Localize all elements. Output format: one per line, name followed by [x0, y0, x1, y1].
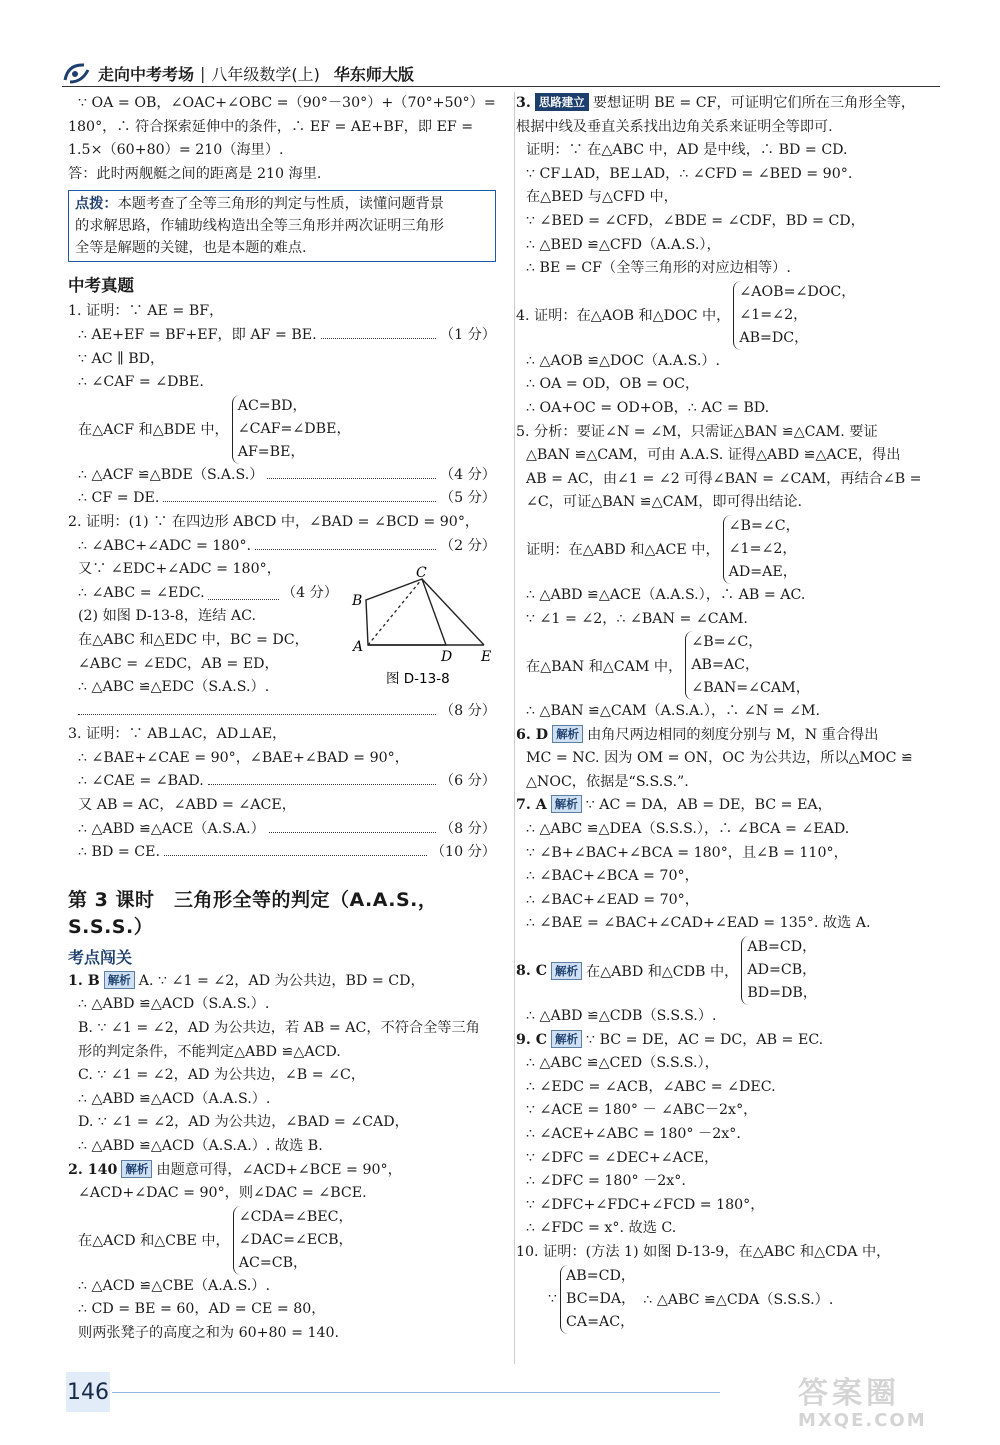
point-label: A [353, 639, 364, 655]
score: （10 分） [430, 844, 496, 861]
text-line: ∴ △ACD ≌△CBE（A.A.S.）. [78, 1277, 270, 1294]
section-title: 考点闯关 [68, 947, 133, 967]
text-line: ∵ ∠B+∠BAC+∠BCA = 180°，且∠B = 110°， [526, 844, 848, 861]
text-line: ∴ △ABC ≌△CED（S.S.S.）， [526, 1055, 719, 1072]
condition: AB=CD， [566, 1267, 636, 1284]
text-line: ∴ △ABC ≌△DEA（S.S.S.），∴ ∠BCA = ∠EAD. [526, 821, 850, 838]
answer-number: 1. B [68, 972, 100, 989]
score: （4 分） [439, 466, 496, 483]
watermark-text: MXQE.COM [798, 1410, 927, 1431]
text-line: ∵ ∠DFC = ∠DEC+∠ACE， [526, 1149, 719, 1166]
text-line: ∴ ∠BAC+∠BCA = 70°， [526, 868, 699, 885]
text-line: ∴ △ABD ≌△ACE（A.A.S.），∴ AB = AC. [526, 586, 806, 603]
text-line: 2. 证明：(1) ∵ 在四边形 ABCD 中，∠BAD = ∠BCD = 90°， [68, 513, 480, 530]
text-line: 答：此时两舰艇之间的距离是 210 海里. [68, 165, 322, 182]
text-line: ∴ ∠CAF = ∠DBE. [78, 374, 204, 391]
text-line: ∴ ∠ACE+∠ABC = 180° －2x°. [526, 1126, 741, 1142]
text-line: ∴ OA = OD，OB = OC， [526, 376, 700, 393]
brace [685, 631, 810, 700]
watermark-text: 答案圈 [798, 1376, 900, 1411]
text-line: ∴ △BAN ≌△CAM（A.S.A.），∴ ∠N = ∠M. [526, 703, 820, 720]
header-rule [62, 86, 940, 87]
condition: AC=CB， [238, 1254, 308, 1271]
text-line: 证明：∵ 在△ABC 中，AD 是中线，∴ BD = CD. [526, 142, 848, 159]
text-line: A. ∵ ∠1 = ∠2，AD 为公共边，BD = CD， [138, 972, 425, 989]
text-line: ∴ AE+EF = BF+EF，即 AF = BE. [78, 326, 317, 343]
condition: ∠CDA=∠BEC， [238, 1208, 353, 1225]
geometry-figure [350, 565, 500, 690]
text-line: ∴ CF = DE. [78, 490, 160, 507]
text-line: 由角尺两边相同的刻度分别与 M，N 重合得出 [587, 726, 879, 743]
condition-group [78, 1206, 496, 1275]
condition-group [516, 281, 948, 350]
point-label: E [481, 649, 492, 665]
condition: ∠CAF=∠DBE， [237, 420, 351, 437]
condition: AF=BE， [237, 443, 305, 460]
footer-rule [112, 1392, 720, 1393]
text-line: 证明：在△ABD 和△ACE 中， [526, 542, 720, 559]
text-line: ∴ ∠EDC = ∠ACB，∠ABC = ∠DEC. [526, 1078, 776, 1095]
brace [733, 281, 855, 350]
condition-group [516, 936, 948, 1005]
condition: ∠1=∠2， [728, 540, 797, 557]
text-line: 3. 证明：∵ AB⊥AC，AD⊥AE， [68, 726, 287, 743]
condition: ∠DAC=∠ECB， [238, 1231, 353, 1248]
text-line: 根据中线及垂直关系找出边角关系来证明全等即可. [516, 118, 833, 135]
tip-text: 本题考查了全等三角形的判定与性质，读懂问题背景 [117, 196, 444, 213]
text-line: ∴ ∠BAC+∠EAD = 70°， [526, 891, 699, 908]
text-line: ∵ ∠DFC+∠FDC+∠FCD = 180°， [526, 1196, 765, 1213]
tip-text: 全等是解题的关键，也是本题的难点. [75, 240, 307, 257]
brace [232, 395, 351, 464]
answer-number: 8. C [516, 962, 548, 979]
text-line: ∴ △ABD ≌△ACD（S.A.S.）. [78, 996, 270, 1013]
text-line: 由题意可得，∠ACD+∠BCE = 90°， [156, 1161, 402, 1178]
text-line: ∴ △ABD ≌△ACD（A.S.A.）. 故选 B. [78, 1138, 323, 1154]
score: （1 分） [439, 326, 496, 343]
condition: ∠B=∠C， [691, 634, 763, 651]
score: （8 分） [439, 820, 496, 837]
text-line: ∴ △ABD ≌△CDB（S.S.S.）. [526, 1008, 717, 1025]
answer-number: 3. [516, 95, 531, 111]
text-line: ∴ BE = CF（全等三角形的对应边相等）. [526, 260, 791, 277]
tip-label: 点拨： [75, 196, 118, 213]
text-line: ∵ CF⊥AD，BE⊥AD，∴ ∠CFD = ∠BED = 90°. [526, 165, 853, 182]
point-label: D [441, 649, 453, 665]
text-line: ∵ ∠1 = ∠2，∴ ∠BAN = ∠CAM. [526, 610, 748, 627]
brace [723, 515, 800, 584]
text-line: ∴ △ABC ≌△EDC（S.A.S.）. [78, 679, 270, 696]
text-line: ∴ ∠ABC+∠ADC = 180°. [78, 537, 252, 554]
condition: CA=AC， [566, 1313, 635, 1330]
condition-group [526, 1265, 948, 1334]
text-line: ∴ ∠ABC = ∠EDC. [78, 584, 205, 601]
book-title: 八年级数学(上) [211, 64, 320, 84]
text-line: 形的判定条件，不能判定△ABD ≌△ACD. [78, 1043, 341, 1060]
score: （4 分） [281, 584, 338, 601]
text-line: 在△ABC 和△EDC 中，BC = DC， [78, 631, 309, 648]
text-line: 在△ACD 和△CBE 中， [78, 1233, 230, 1250]
text-line: B. ∵ ∠1 = ∠2，AD 为公共边，若 AB = AC，不符合全等三角 [78, 1020, 480, 1037]
brand-name: 走向中考考场 [98, 64, 195, 84]
analysis-badge: 解析 [551, 962, 582, 980]
analysis-badge: 解析 [551, 795, 582, 813]
text-line: ∴ BD = CE. [78, 844, 160, 861]
text-line: 又∵ ∠EDC+∠ADC = 180°， [78, 561, 281, 578]
text-line: 4. 证明：在△AOB 和△DOC 中， [516, 308, 731, 325]
book-header: 走向中考考场 | 八年级数学(上) 华东师大版 [62, 58, 414, 88]
text-line: (2) 如图 D-13-8，连结 AC. [78, 608, 256, 625]
condition: AD=CB， [747, 962, 817, 979]
text-line: AB = AC，由∠1 = ∠2 可得∠BAN = ∠CAM，再结合∠B = [526, 470, 922, 487]
left-column [68, 92, 496, 1346]
text-line: ∴ △AOB ≌△DOC（A.A.S.）. [526, 352, 721, 369]
text-line: 要想证明 BE = CF，可证明它们所在三角形全等， [592, 95, 916, 111]
point-label: B [352, 593, 363, 609]
score: （6 分） [439, 773, 496, 790]
text-line: 在△ABD 和△CDB 中， [586, 963, 739, 980]
tip-box [68, 190, 496, 262]
condition: AB=CD， [747, 939, 817, 956]
brace [233, 1206, 353, 1275]
lesson-title: 第 3 课时 三角形全等的判定（A.A.S.，S.S.S.） [68, 888, 438, 938]
text-line: 在△BAN 和△CAM 中， [526, 658, 683, 675]
score: （5 分） [439, 490, 496, 507]
condition: ∠1=∠2， [739, 306, 808, 323]
figure-caption: 图 D-13-8 [386, 671, 450, 687]
condition: ∠AOB=∠DOC， [739, 283, 856, 300]
page-number: 146 [66, 1372, 110, 1412]
text-line: C. ∵ ∠1 = ∠2，AD 为公共边，∠B = ∠C， [78, 1067, 366, 1084]
text-line: ∵ ∠BED = ∠CFD，∠BDE = ∠CDF，BD = CD， [526, 212, 865, 229]
condition: ∠BAN=∠CAM， [691, 680, 810, 697]
text-line: ∵ ∠ACE = 180° － ∠ABC－2x°， [526, 1102, 758, 1119]
text-line: ∴ OA+OC = OD+OB，∴ AC = BD. [526, 399, 770, 416]
text-line: ∴ △BED ≌△CFD（A.A.S.）， [526, 236, 721, 253]
text-line: ∴ ∠BAE = ∠BAC+∠CAD+∠EAD = 135°. 故选 A. [526, 915, 871, 932]
text-line: 在△ACF 和△BDE 中， [78, 422, 229, 439]
text-line: ∵ BC = DE，AC = DC，AB = EC. [586, 1031, 824, 1048]
column-divider [514, 92, 515, 1364]
condition-group [78, 395, 496, 464]
text-line: MC = NC. 因为 OM = ON，OC 为公共边，所以△MOC ≌ [526, 750, 913, 767]
text-line: ∴ △ACF ≌△BDE（S.A.S.） [78, 466, 264, 483]
text-line: ∵ [548, 1291, 558, 1308]
logo-icon [62, 60, 92, 86]
tip-text: 的求解思路，作辅助线构造出全等三角形并两次证明三角形 [75, 218, 444, 235]
edition-label: 华东师大版 [333, 64, 414, 84]
analysis-badge: 解析 [104, 971, 135, 989]
condition: AC=BD， [237, 397, 307, 414]
text-line: ∵ AC = DA，AB = DE，BC = EA， [585, 797, 832, 814]
text-line: ∴ △ABC ≌△CDA（S.S.S.）. [643, 1292, 834, 1309]
text-line: D. ∵ ∠1 = ∠2，AD 为公共边，∠BAD = ∠CAD， [78, 1114, 409, 1131]
analysis-badge: 解析 [552, 725, 583, 743]
text-line: 10. 证明：(方法 1) 如图 D-13-9，在△ABC 和△CDA 中， [516, 1243, 891, 1260]
text-line: △NOC，依据是“S.S.S.”. [526, 773, 689, 790]
text-line: 180°，∴ 符合探索延伸中的条件，∴ EF = AE+BF，即 EF = [68, 118, 474, 135]
idea-badge: 思路建立 [535, 93, 589, 111]
text-line: ∠ABC = ∠EDC，AB = ED， [78, 655, 279, 672]
text-line: ∴ △ABD ≌△ACD（A.A.S.）. [78, 1090, 271, 1107]
text-line: 在△BED 与△CFD 中， [526, 189, 678, 206]
answer-number: 2. 140 [68, 1161, 118, 1178]
brace [741, 936, 817, 1005]
score: （2 分） [439, 537, 496, 554]
analysis-badge: 解析 [551, 1030, 582, 1048]
watermark-logo [798, 1368, 978, 1438]
text-line: 则两张凳子的高度之和为 60+80 = 140. [78, 1324, 340, 1341]
text-line: ∠ACD+∠DAC = 90°，则∠DAC = ∠BCE. [78, 1185, 367, 1202]
text-line: ∴ ∠BAE+∠CAE = 90°，∠BAE+∠BAD = 90°， [78, 749, 409, 766]
answer-number: 7. A [516, 797, 547, 814]
point-label: C [416, 565, 427, 581]
condition: AD=AE， [728, 563, 797, 580]
condition: AB=DC， [739, 329, 809, 346]
text-line: ∴ ∠DFC = 180° －2x°. [526, 1173, 686, 1190]
section-title: 中考真题 [68, 276, 134, 296]
answer-number: 6. D [516, 726, 549, 743]
text-line: 5. 分析：要证∠N = ∠M，只需证△BAN ≌△CAM. 要证 [516, 423, 878, 440]
text-line: ∠C，可证△BAN ≌△CAM，即可得出结论. [526, 494, 803, 511]
text-line: 又 AB = AC，∠ABD = ∠ACE， [78, 797, 296, 814]
text-line: ∴ CD = BE = 60，AD = CE = 80， [78, 1301, 326, 1318]
condition: BC=DA， [566, 1290, 636, 1307]
answer-number: 9. C [516, 1031, 548, 1048]
brace [560, 1265, 635, 1334]
condition: ∠B=∠C， [728, 517, 800, 534]
condition-group [526, 631, 948, 700]
analysis-badge: 解析 [121, 1160, 152, 1178]
condition-group [526, 515, 948, 584]
text-line: ∴ ∠FDC = x°. 故选 C. [526, 1220, 677, 1237]
text-line: ∵ OA = OB，∠OAC+∠OBC =（90°－30°）+（70°+50°）= [78, 95, 496, 111]
figure-diagram [350, 565, 500, 690]
text-line: ∴ △ABD ≌△ACE（A.S.A.） [78, 820, 265, 837]
right-column [516, 92, 948, 1334]
condition: AB=AC， [691, 657, 760, 674]
text-line: 1. 证明：∵ AE = BF， [68, 303, 224, 320]
text-line: ∵ AC ∥ BD， [78, 350, 165, 367]
condition: BD=DB， [747, 985, 818, 1002]
text-line: ∴ ∠CAE = ∠BAD. [78, 773, 204, 790]
text-line: 1.5×（60+80）= 210（海里）. [68, 142, 284, 159]
score: （8 分） [439, 702, 496, 719]
text-line: △BAN ≌△CAM，可由 A.A.S. 证得△ABD ≌△ACE，得出 [526, 447, 901, 464]
